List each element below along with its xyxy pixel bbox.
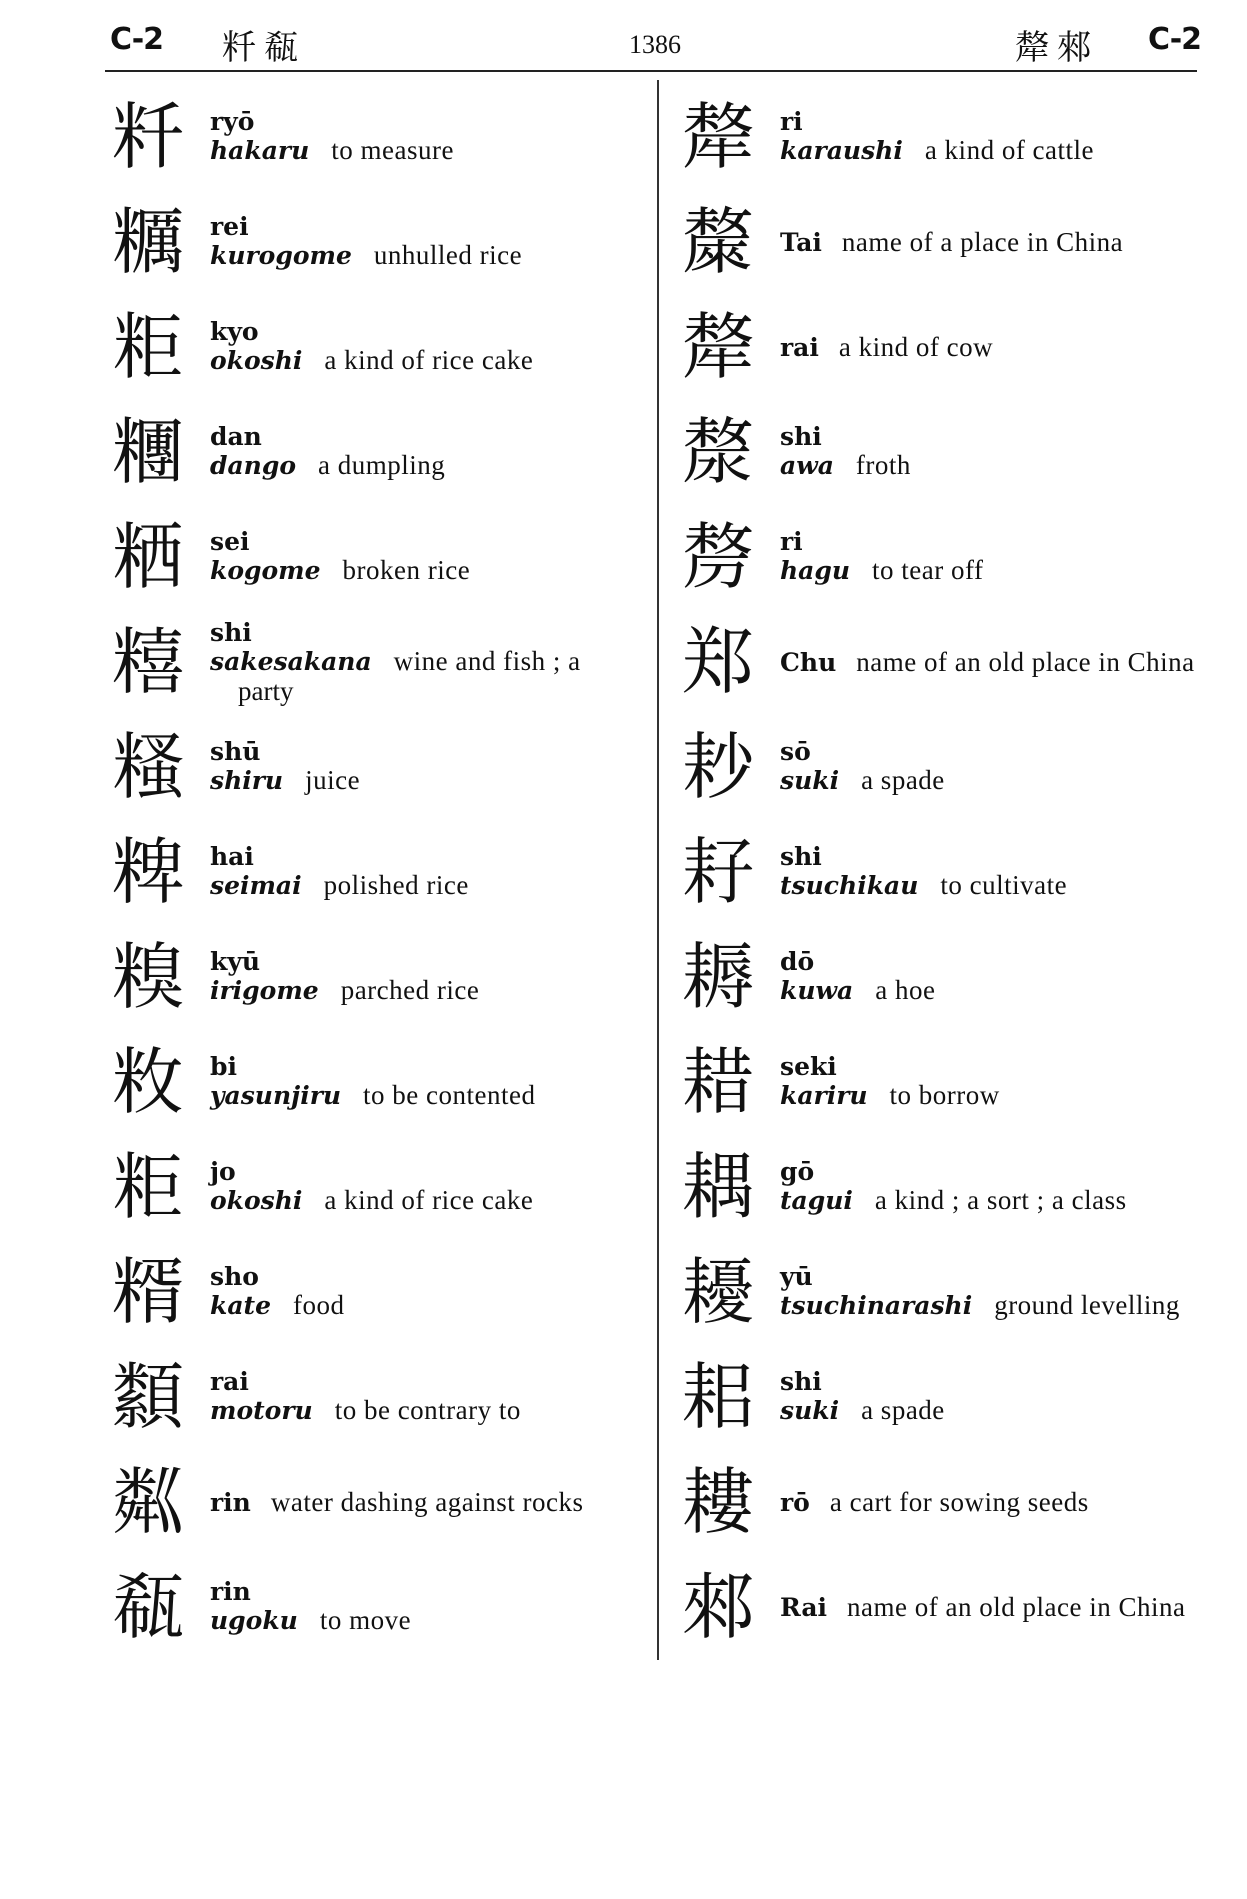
on-reading: shi <box>780 1366 822 1396</box>
left-dictionary-entry <box>112 1029 642 1134</box>
meaning: a kind of rice cake <box>324 1184 534 1215</box>
definition-line <box>210 1185 533 1216</box>
right-dictionary-entry <box>682 819 1222 924</box>
definition-line <box>780 332 993 362</box>
on-reading: ri <box>780 106 803 136</box>
entry-text <box>770 227 1123 257</box>
definition-line <box>780 135 1094 166</box>
meaning: food <box>292 1289 345 1320</box>
definition-line <box>210 646 581 677</box>
headword-kanji: 粞 <box>112 514 185 599</box>
on-reading: kyo <box>210 316 259 346</box>
left-dictionary-entry <box>112 714 642 819</box>
definition-line <box>780 227 1123 257</box>
right-guide-kanji: 犛郲 <box>1015 28 1099 68</box>
meaning: name of a place in China <box>841 226 1124 257</box>
entry-text <box>770 1592 1185 1622</box>
meaning: to tear off <box>872 554 984 585</box>
left-dictionary-entry <box>112 399 642 504</box>
meaning: to borrow <box>889 1079 1000 1110</box>
meaning: to cultivate <box>940 869 1068 900</box>
entry-text <box>770 1368 945 1426</box>
kun-reading: yasunjiru <box>210 1080 342 1110</box>
definition-line <box>210 135 454 166</box>
meaning: a dumpling <box>318 449 446 480</box>
meaning: a kind of rice cake <box>324 344 534 375</box>
definition-line <box>210 1395 521 1426</box>
meaning: a spade <box>861 764 945 795</box>
on-reading: jo <box>210 1156 236 1186</box>
headword-kanji: 敉 <box>112 1039 185 1124</box>
headword-kanji: 犛 <box>682 304 755 389</box>
kun-reading: kuwa <box>780 975 854 1005</box>
entry-text <box>770 423 911 481</box>
kun-reading: okoshi <box>210 345 303 375</box>
definition-line <box>210 1605 411 1636</box>
on-reading: rai <box>780 332 819 362</box>
page-header <box>0 0 1247 75</box>
entry-text <box>200 1368 521 1426</box>
headword-kanji: 粼 <box>112 1459 185 1544</box>
headword-kanji: 斄 <box>682 199 755 284</box>
right-dictionary-entry <box>682 1554 1222 1659</box>
headword-kanji: 糦 <box>112 619 185 704</box>
kun-reading: tsuchikau <box>780 870 919 900</box>
left-dictionary-entry <box>112 924 642 1029</box>
left-dictionary-entry <box>112 84 642 189</box>
on-reading: rai <box>210 1366 249 1396</box>
entry-text <box>770 647 1195 677</box>
entry-text <box>200 1053 536 1111</box>
right-dictionary-entry <box>682 1134 1222 1239</box>
left-dictionary-entry <box>112 504 642 609</box>
on-reading: Rai <box>780 1592 828 1622</box>
on-reading: rō <box>780 1487 810 1517</box>
left-dictionary-entry <box>112 1554 642 1659</box>
entry-text <box>770 1158 1127 1216</box>
meaning: ground levelling <box>994 1289 1180 1320</box>
meaning: a kind ; a sort ; a class <box>874 1184 1127 1215</box>
header-rule <box>105 70 1197 72</box>
meaning: to move <box>319 1604 412 1635</box>
on-reading: gō <box>780 1156 815 1186</box>
headword-kanji: 糰 <box>112 409 185 494</box>
headword-kanji: 郲 <box>682 1564 755 1649</box>
headword-kanji: 犛 <box>682 94 755 179</box>
kun-reading: suki <box>780 765 840 795</box>
meaning: name of an old place in China <box>856 646 1195 677</box>
definition-line <box>780 1290 1180 1321</box>
kun-reading: tagui <box>780 1185 853 1215</box>
meaning: to be contented <box>363 1079 536 1110</box>
definition-line <box>210 450 445 481</box>
definition-line <box>780 870 1067 901</box>
kun-reading: hagu <box>780 555 851 585</box>
right-column <box>682 84 1222 1659</box>
kun-reading: suki <box>780 1395 840 1425</box>
definition-line <box>780 1395 945 1426</box>
right-dictionary-entry <box>682 504 1222 609</box>
left-column <box>112 84 642 1659</box>
right-dictionary-entry <box>682 294 1222 399</box>
kun-reading: irigome <box>210 975 319 1005</box>
meaning: parched rice <box>340 974 480 1005</box>
headword-kanji: 纇 <box>112 1354 185 1439</box>
definition-line <box>210 345 533 376</box>
meaning: a hoe <box>875 974 936 1005</box>
meaning: to be contrary to <box>334 1394 521 1425</box>
definition-line <box>210 555 470 586</box>
entry-text <box>200 318 533 376</box>
on-reading: seki <box>780 1051 837 1081</box>
meaning: name of an old place in China <box>847 1591 1186 1622</box>
on-reading: hai <box>210 841 254 871</box>
definition-line <box>780 1185 1127 1216</box>
headword-kanji: 耖 <box>682 724 755 809</box>
kun-reading: motoru <box>210 1395 313 1425</box>
entry-text <box>200 948 479 1006</box>
left-dictionary-entry <box>112 819 642 924</box>
kun-reading: dango <box>210 450 297 480</box>
left-dictionary-entry <box>112 1134 642 1239</box>
meaning: a kind of cow <box>838 331 994 362</box>
on-reading: dan <box>210 421 262 451</box>
headword-kanji: 耜 <box>682 1354 755 1439</box>
entry-text <box>770 948 935 1006</box>
kun-reading: shiru <box>210 765 284 795</box>
page-number: 1386 <box>629 30 681 59</box>
on-reading: ri <box>780 526 803 556</box>
headword-kanji: 耦 <box>682 1144 755 1229</box>
on-reading: kyū <box>210 946 261 976</box>
meaning-continuation: party <box>238 675 294 706</box>
kun-reading: kate <box>210 1290 271 1320</box>
definition-line <box>210 975 479 1006</box>
meaning: a cart for sowing seeds <box>829 1486 1089 1517</box>
headword-kanji: 剺 <box>682 514 755 599</box>
kun-reading: sakesakana <box>210 646 372 676</box>
on-reading: yū <box>780 1261 813 1291</box>
right-dictionary-entry <box>682 1029 1222 1134</box>
right-dictionary-entry <box>682 714 1222 819</box>
headword-kanji: 糗 <box>112 934 185 1019</box>
kun-reading: kariru <box>780 1080 868 1110</box>
on-reading: bi <box>210 1051 237 1081</box>
kun-reading: tsuchinarashi <box>780 1290 973 1320</box>
headword-kanji: 漦 <box>682 409 755 494</box>
meaning: wine and fish ; a <box>393 645 581 676</box>
entry-text <box>200 213 522 271</box>
definition-line <box>780 1487 1089 1517</box>
entry-text <box>200 528 470 586</box>
entry-text <box>770 1053 1000 1111</box>
headword-kanji: 耔 <box>682 829 755 914</box>
entry-text <box>770 1487 1089 1517</box>
on-reading: rin <box>210 1576 251 1606</box>
definition-line <box>780 450 911 481</box>
definition-line <box>780 1080 1000 1111</box>
entry-text <box>770 332 993 362</box>
headword-kanji: 粺 <box>112 829 185 914</box>
on-reading: shi <box>780 421 822 451</box>
column-divider <box>657 80 659 1660</box>
headword-kanji: 粔 <box>112 304 185 389</box>
right-dictionary-entry <box>682 924 1222 1029</box>
definition-line <box>780 975 935 1006</box>
left-section-code: C-2 <box>110 22 164 57</box>
left-guide-kanji: 粁瓻 <box>222 28 306 68</box>
on-reading: sei <box>210 526 250 556</box>
entry-text <box>200 1487 584 1517</box>
headword-kanji: 耨 <box>682 934 755 1019</box>
headword-kanji: 耰 <box>682 1249 755 1334</box>
right-dictionary-entry <box>682 1344 1222 1449</box>
entry-text <box>770 843 1067 901</box>
kun-reading: hakaru <box>210 135 310 165</box>
left-dictionary-entry <box>112 294 642 399</box>
definition-line <box>210 1290 344 1321</box>
meaning: polished rice <box>323 869 469 900</box>
headword-kanji: 耤 <box>682 1039 755 1124</box>
headword-kanji: 耬 <box>682 1459 755 1544</box>
definition-line <box>210 870 469 901</box>
entry-text <box>200 1578 411 1636</box>
entry-text <box>200 619 581 705</box>
on-reading: dō <box>780 946 815 976</box>
on-reading: shi <box>780 841 822 871</box>
kun-reading: karaushi <box>780 135 903 165</box>
headword-kanji: 粔 <box>112 1144 185 1229</box>
left-dictionary-entry <box>112 1449 642 1554</box>
headword-kanji: 粁 <box>112 94 185 179</box>
entry-text <box>770 738 945 796</box>
definition-line <box>210 1080 536 1111</box>
on-reading: sō <box>780 736 811 766</box>
right-dictionary-entry <box>682 1449 1222 1554</box>
left-dictionary-entry <box>112 189 642 294</box>
kun-reading: kurogome <box>210 240 352 270</box>
definition-line <box>210 765 360 796</box>
right-dictionary-entry <box>682 399 1222 504</box>
on-reading: Tai <box>780 227 822 257</box>
definition-line <box>210 240 522 271</box>
headword-kanji: 瓻 <box>112 1564 185 1649</box>
definition-line <box>210 1487 584 1517</box>
right-dictionary-entry <box>682 609 1222 714</box>
meaning: a spade <box>861 1394 945 1425</box>
entry-text <box>200 108 454 166</box>
kun-reading: awa <box>780 450 834 480</box>
meaning: to measure <box>331 134 454 165</box>
entry-text <box>770 1263 1180 1321</box>
definition-line <box>780 647 1195 677</box>
meaning: unhulled rice <box>373 239 523 270</box>
meaning: broken rice <box>342 554 471 585</box>
kun-reading: kogome <box>210 555 321 585</box>
headword-kanji: 郑 <box>682 619 755 704</box>
entry-text <box>200 423 445 481</box>
left-dictionary-entry <box>112 1344 642 1449</box>
entry-text <box>200 1158 533 1216</box>
left-dictionary-entry <box>112 1239 642 1344</box>
kun-reading: seimai <box>210 870 302 900</box>
on-reading: rei <box>210 211 249 241</box>
kun-reading: ugoku <box>210 1605 298 1635</box>
headword-kanji: 糲 <box>112 199 185 284</box>
kun-reading: okoshi <box>210 1185 303 1215</box>
headword-kanji: 糈 <box>112 1249 185 1334</box>
entry-text <box>200 1263 344 1321</box>
meaning: water dashing against rocks <box>270 1486 584 1517</box>
definition-line <box>780 1592 1185 1622</box>
definition-line <box>780 765 945 796</box>
on-reading: sho <box>210 1261 259 1291</box>
entry-text <box>770 108 1094 166</box>
on-reading: shū <box>210 736 261 766</box>
meaning: juice <box>305 764 361 795</box>
on-reading: rin <box>210 1487 251 1517</box>
left-dictionary-entry <box>112 609 642 714</box>
right-dictionary-entry <box>682 189 1222 294</box>
entry-text <box>770 528 984 586</box>
on-reading: shi <box>210 617 252 647</box>
entry-text <box>200 738 360 796</box>
meaning: a kind of cattle <box>924 134 1095 165</box>
right-section-code: C-2 <box>1148 22 1202 57</box>
meaning: froth <box>855 449 911 480</box>
on-reading: Chu <box>780 647 837 677</box>
right-dictionary-entry <box>682 1239 1222 1344</box>
entry-text <box>200 843 469 901</box>
on-reading: ryō <box>210 106 255 136</box>
definition-line <box>780 555 984 586</box>
right-dictionary-entry <box>682 84 1222 189</box>
headword-kanji: 糔 <box>112 724 185 809</box>
